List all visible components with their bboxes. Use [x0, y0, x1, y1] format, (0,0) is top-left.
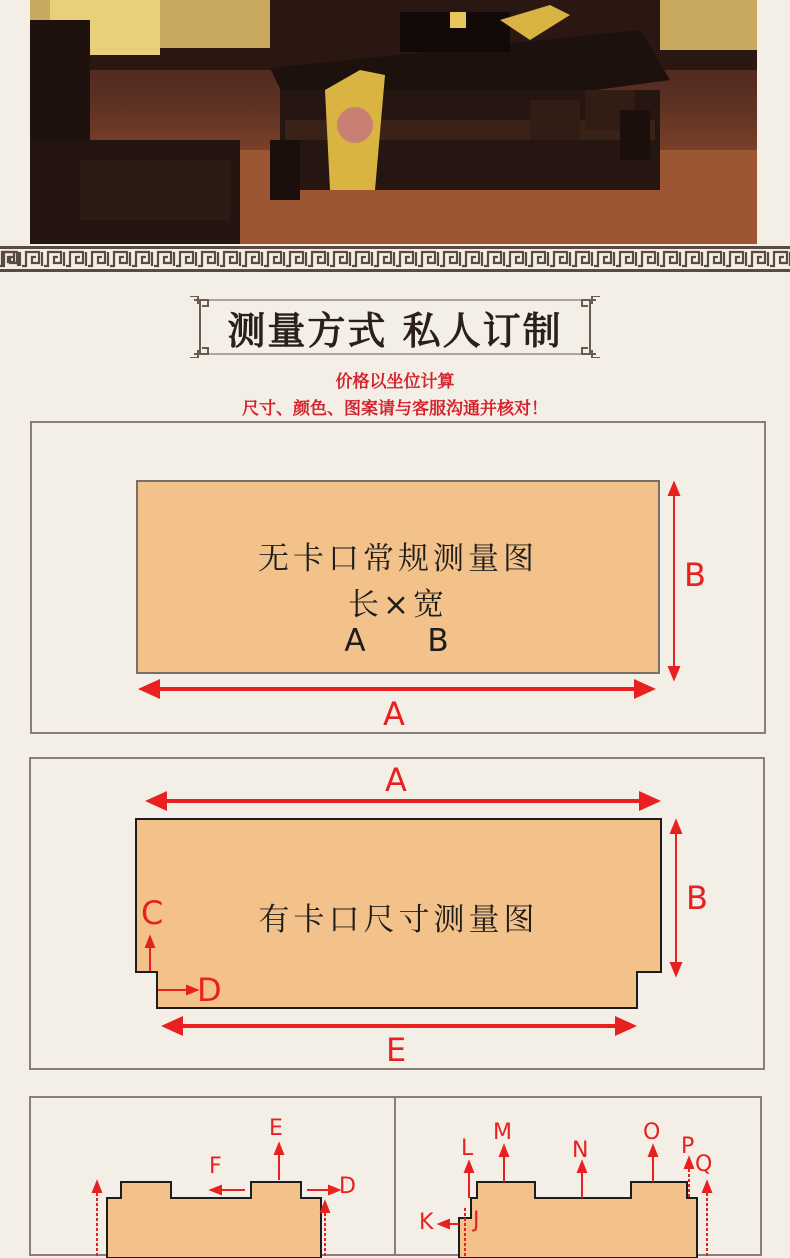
dimension-label-o: O [643, 1120, 661, 1145]
dimension-label-n: N [572, 1138, 589, 1163]
notched-measurement-panel [29, 757, 765, 1070]
dimension-label-p: P [681, 1134, 695, 1159]
diagram-title: 有卡口尺寸测量图 [258, 902, 539, 938]
product-photo [30, 0, 757, 244]
dimension-label-e: E [386, 1031, 407, 1069]
left-cushion-shape [107, 1182, 321, 1258]
diagram-title: 无卡口常规测量图 [258, 541, 538, 577]
page-title: 测量方式 私人订制 [227, 308, 563, 353]
dimension-label-l: L [461, 1136, 474, 1161]
title-frame [190, 296, 600, 358]
dimension-label-j: J [473, 1208, 480, 1233]
dimension-label-m: M [493, 1120, 512, 1145]
dimension-label-c: C [141, 894, 164, 932]
dimension-label-k: K [419, 1210, 434, 1235]
dimension-label-q: Q [695, 1152, 713, 1177]
greek-key-border [0, 246, 790, 272]
dimension-label-b: B [684, 556, 706, 594]
dimension-label-e: E [269, 1116, 283, 1141]
right-width-arrow [671, 821, 681, 975]
pricing-note: 价格以坐位计算 [335, 372, 455, 392]
width-arrow [669, 483, 679, 679]
diagram-formula: 长×宽 [348, 587, 448, 623]
contact-note: 尺寸、颜色、图案请与客服沟通并核对！ [242, 399, 548, 419]
dimension-label-f: F [209, 1154, 222, 1179]
formula-label-a: A [344, 623, 370, 659]
dimension-label-d: D [339, 1174, 356, 1199]
dimension-label-a: A [383, 695, 405, 733]
regular-measurement-panel [30, 421, 766, 734]
dimension-label-d: D [197, 971, 222, 1009]
dimension-label-a: A [385, 761, 407, 799]
panel-divider [394, 1096, 396, 1256]
dimension-label-b: B [686, 879, 708, 917]
formula-label-b: B [427, 623, 453, 659]
right-cushion-shape [459, 1182, 697, 1258]
